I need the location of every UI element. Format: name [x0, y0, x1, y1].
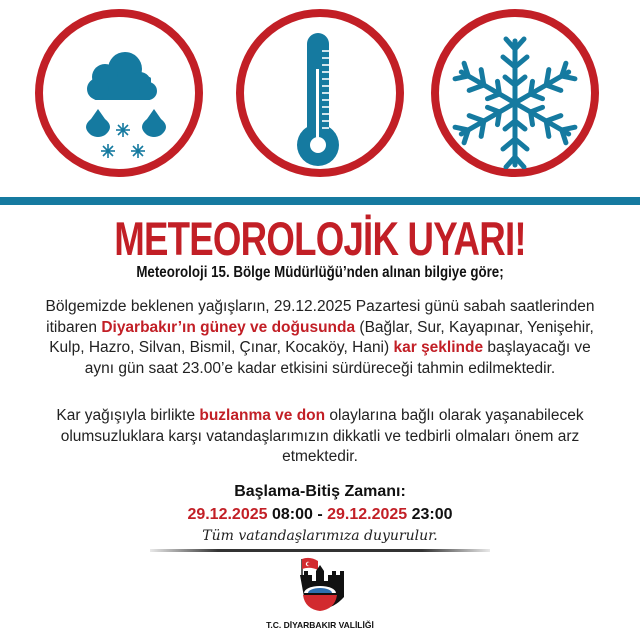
start-time: 08:00 - — [267, 506, 328, 523]
organization-name: T.C. DİYARBAKIR VALİLİĞİ — [266, 620, 374, 630]
thermometer-icon — [236, 9, 404, 177]
snowflake-icon — [431, 9, 599, 177]
time-range — [0, 506, 640, 524]
diyarbakir-valiligi-logo — [290, 555, 350, 617]
source-subtitle: Meteoroloji 15. Bölge Müdürlüğü’nden alınan bilgiye göre; — [136, 264, 504, 281]
highlight-ice-frost: buzlanma ve don — [199, 407, 326, 424]
paragraph-text: (Bağlar, Sur, Kayapınar, Yenişehir, Kulp, Hazro, Silvan, Bismil, Çınar, Kocaköy, Hani) — [49, 318, 594, 356]
announcement: Tüm vatandaşlarımıza duyurulur. — [202, 528, 438, 544]
paragraph-text: olaylarına bağlı olarak yaşanabilecek olumsuzluklara karşı vatandaşlarımızın dikkatli ve tedbirli olmaları önem arz etmektedir. — [60, 407, 584, 465]
time-label: Başlama-Bitiş Zamanı: — [234, 483, 406, 500]
paragraph-text: Bölgemizde beklenen yağışların, 29.12.2025 Pazartesi günü sabah saatlerinden itibaren — [45, 298, 595, 336]
icon-row — [0, 0, 640, 196]
paragraph-text: Kar yağışıyla birlikte — [56, 407, 200, 424]
highlight-snow: kar şeklinde — [393, 339, 484, 356]
highlight-region: Diyarbakır’ın güney ve doğusunda — [101, 318, 356, 336]
warning-paragraph-2 — [40, 406, 600, 468]
warning-paragraph-1 — [40, 297, 600, 379]
end-time: 23:00 — [407, 506, 453, 523]
header-divider — [0, 197, 640, 205]
page-title: METEOROLOJİK UYARI! — [114, 212, 526, 265]
start-date: 29.12.2025 — [187, 506, 268, 523]
paragraph-text: başlayacağı ve aynı gün saat 23.00’e kadar etkisini sürdüreceği tahmin edilmektedir. — [84, 339, 591, 377]
cloud-rain-snow-icon — [35, 9, 203, 177]
divider-rule — [150, 549, 490, 552]
end-date: 29.12.2025 — [327, 506, 408, 523]
